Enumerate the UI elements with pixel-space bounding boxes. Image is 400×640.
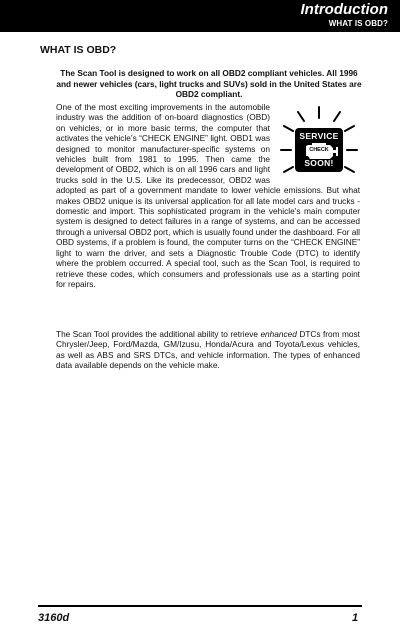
paragraph-2-text-end: DTCs from most Chrysler/Jeep, Ford/Mazda, GM/Izusu, Honda/Acura and Toyota/Lexus vehicles, as well as ABS and SRS DTCs, and vehicle information. The types of enhanced data available depends on the vehicle make. [56,329,360,371]
footer-model: 3160d [38,612,70,624]
header-title: Introduction [300,1,388,18]
badge-soon-text: SOON! [304,158,334,168]
footer-rule [38,605,362,607]
paragraph-2-text-start: The Scan Tool provides the additional ability to retrieve [56,329,261,339]
service-check-soon-badge [278,104,360,180]
header-bar [0,0,400,32]
check-engine-icon [278,104,360,180]
body-paragraph-1 [56,102,360,289]
section-heading: WHAT IS OBD? [40,44,117,56]
badge-service-text: SERVICE [299,131,339,141]
header-subtitle: WHAT IS OBD? [328,19,388,28]
body-paragraph-2 [56,329,360,371]
badge-check-text: CHECK [309,147,329,153]
paragraph-1-text: One of the most exciting improvements in the automobile industry was the addition of on-board diagnostics (OBD) on vehicles, or in more basic terms, the computer that activates the vehicle’s “CHECK ENGINE” light. OBD1 was designed to monitor manufacturer-specific systems on vehicles built from 1981 to 1995. Then came the development of OBD2, which is on all 1996 cars and light trucks sold in the U.S. Like its predecessor, OBD2 was adopted as part of a government mandate to lower vehicle emissions. But what makes OBD2 unique is its universal application for all late model cars and trucks - domestic and import. This sophisticated program in the vehicle’s main computer system is designed to detect failures in a range of systems, and can be accessed through a universal OBD2 port, which is usually found under the dashboard. For all OBD systems, if a problem is found, the computer turns on the “CHECK ENGINE” light to warn the driver, and sets a Diagnostic Trouble Code (DTC) to identify where the problem occurred. A special tool, such as the Scan Tool, is required to retrieve these codes, which consumers and professionals use as a starting point for repairs. [56,102,360,289]
lead-paragraph: The Scan Tool is designed to work on all OBD2 compliant vehicles. All 1996 and newer vehicles (cars, light trucks and SUVs) sold in the United States are OBD2 compliant. [56,68,362,99]
paragraph-2-emphasis: enhanced [260,329,297,339]
footer-page-number: 1 [352,612,359,624]
